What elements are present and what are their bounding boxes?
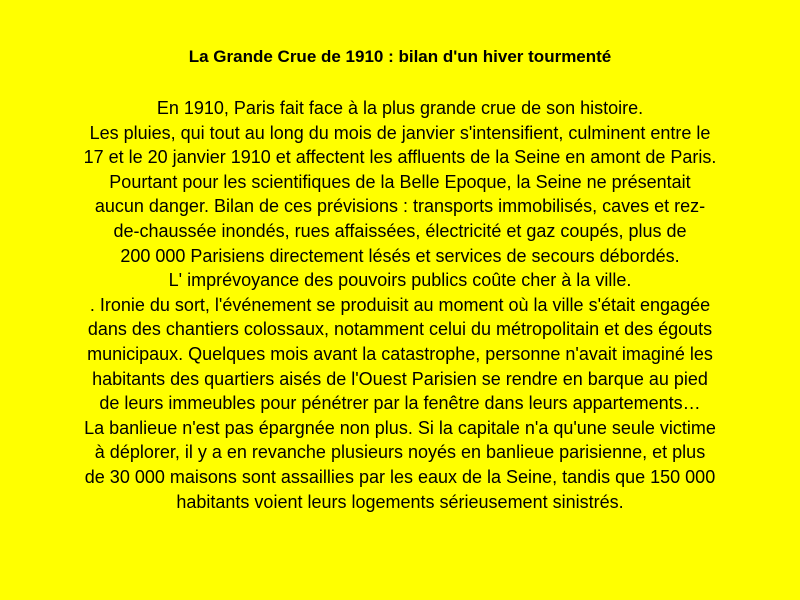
body-line: En 1910, Paris fait face à la plus grande crue de son histoire.: [156, 98, 644, 118]
body-line: 200 000 Parisiens directement lésés et services de secours débordés.: [120, 245, 680, 266]
body-line: de leurs immeubles pour pénétrer par la fenêtre dans leurs appartements…: [99, 393, 701, 414]
body-line: 17 et le 20 janvier 1910 et affectent les affluents de la Seine en amont de Paris.: [83, 147, 717, 168]
body-line: à déplorer, il y a en revanche plusieurs noyés en banlieue parisienne, et plus: [94, 442, 706, 463]
body-line: Les pluies, qui tout au long du mois de janvier s'intensifient, culminent entre le: [89, 122, 711, 143]
slide-body: [0, 96, 800, 514]
body-line: La banlieue n'est pas épargnée non plus. Si la capitale n'a qu'une seule victime: [84, 417, 716, 438]
body-line: L' imprévoyance des pouvoirs publics coûte cher à la ville.: [168, 270, 632, 291]
body-line: habitants des quartiers aisés de l'Ouest Parisien se rendre en barque au pied: [92, 368, 708, 389]
body-line: Pourtant pour les scientifiques de la Belle Epoque, la Seine ne présentait: [109, 171, 691, 192]
slide-title: La Grande Crue de 1910 : bilan d'un hiver tourmenté: [188, 47, 612, 66]
body-line: aucun danger. Bilan de ces prévisions : transports immobilisés, caves et rez-: [94, 196, 706, 217]
body-line: municipaux. Quelques mois avant la catastrophe, personne n'avait imaginé les: [87, 343, 713, 364]
body-line: dans des chantiers colossaux, notamment celui du métropolitain et des égouts: [87, 319, 713, 340]
body-line: . Ironie du sort, l'événement se produisit au moment où la ville s'était engagée: [89, 294, 711, 315]
body-line: habitants voient leurs logements sérieusement sinistrés.: [176, 491, 624, 512]
body-line: de 30 000 maisons sont assaillies par les eaux de la Seine, tandis que 150 000: [84, 466, 716, 487]
body-line: de-chaussée inondés, rues affaissées, électricité et gaz coupés, plus de: [113, 220, 687, 241]
